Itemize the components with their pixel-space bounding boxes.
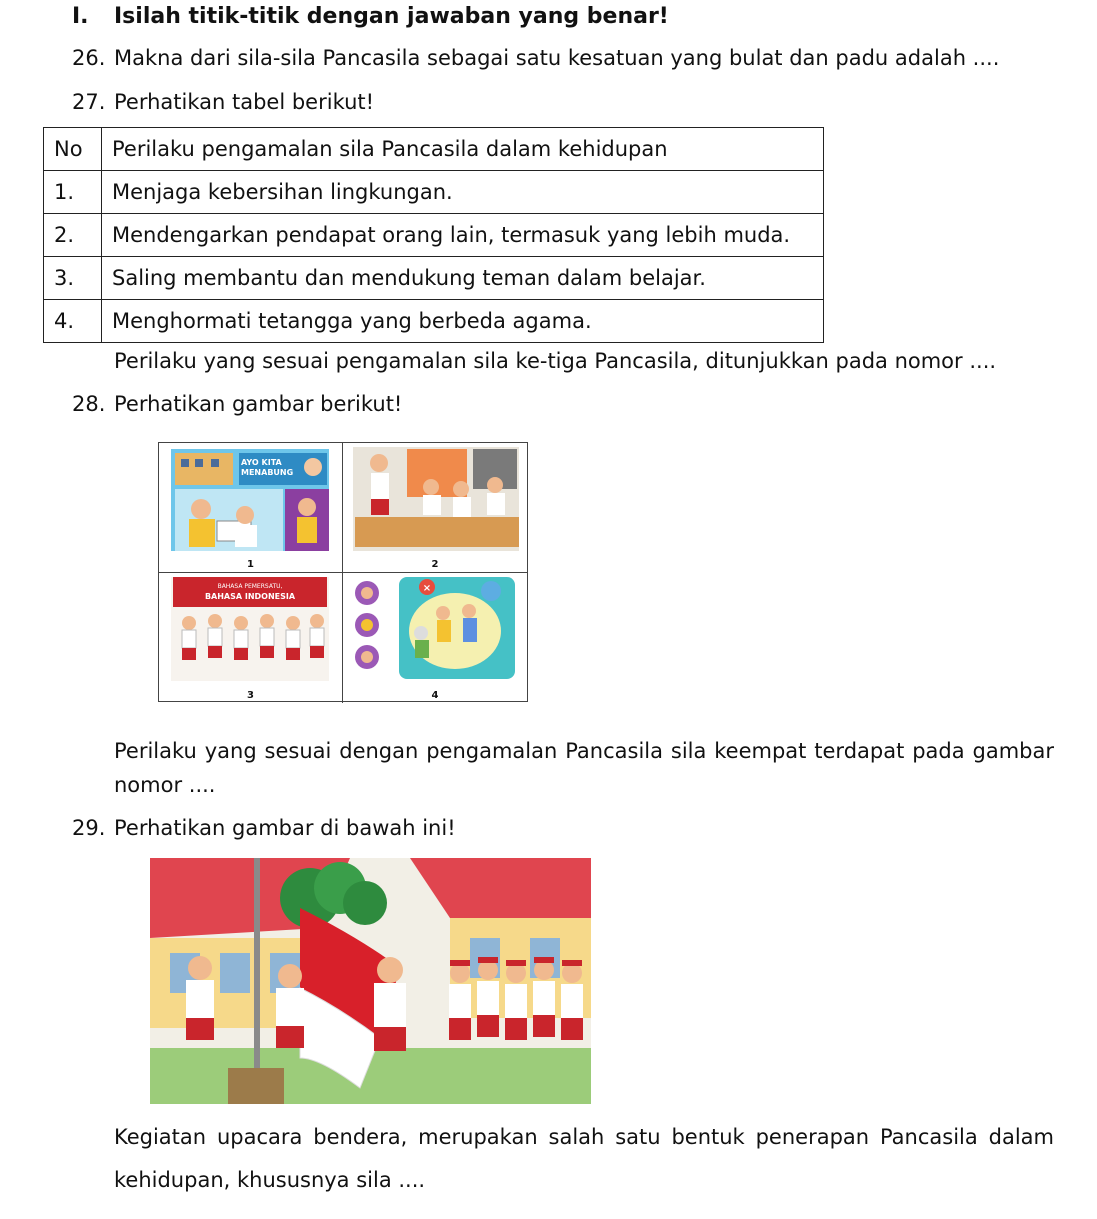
- picture-caption: 3: [247, 690, 254, 701]
- question-28-text-line1: Perilaku yang sesuai dengan pengamalan Pancasila sila keempat terdapat pada gambar: [114, 739, 1054, 763]
- table-cell: 2.: [44, 214, 102, 257]
- banner-text-1b: MENABUNG: [241, 468, 294, 477]
- table-row: [44, 214, 824, 257]
- table-header-row: [44, 128, 824, 171]
- question-29-prompt: [72, 816, 456, 840]
- table-cell: Menjaga kebersihan lingkungan.: [102, 171, 824, 214]
- table-header-cell: No: [44, 128, 102, 171]
- picture-1: [159, 443, 343, 573]
- behavior-table: [43, 127, 824, 343]
- table-row: [44, 257, 824, 300]
- question-29-text-line1: Kegiatan upacara bendera, merupakan salah satu bentuk penerapan Pancasila dalam: [114, 1125, 1054, 1149]
- question-28-text-line2: nomor ....: [114, 773, 216, 797]
- table-cell: 1.: [44, 171, 102, 214]
- section-number: I.: [72, 4, 89, 29]
- picture-3: [159, 573, 343, 703]
- table-cell: Saling membantu dan mendukung teman dalam belajar.: [102, 257, 824, 300]
- cross-mark: ×: [422, 583, 432, 594]
- question-number: 26.: [72, 46, 106, 70]
- question-28-prompt: [72, 392, 402, 416]
- picture-caption: 4: [431, 690, 439, 701]
- question-text: Perhatikan gambar berikut!: [114, 392, 403, 416]
- saving-illustration: [159, 443, 343, 561]
- table-cell: Mendengarkan pendapat orang lain, termasuk yang lebih muda.: [102, 214, 824, 257]
- table-cell: 3.: [44, 257, 102, 300]
- table-row: [44, 300, 824, 343]
- question-number: 29.: [72, 816, 106, 840]
- picture-2: [343, 443, 527, 573]
- picture-caption: 2: [431, 559, 439, 570]
- behavior-illustration: [343, 573, 527, 691]
- table-cell: Menghormati tetangga yang berbeda agama.: [102, 300, 824, 343]
- question-29-text-line2: kehidupan, khususnya sila ....: [114, 1168, 426, 1192]
- question-number: 27.: [72, 90, 106, 114]
- table-cell: 4.: [44, 300, 102, 343]
- section-title: [72, 4, 669, 29]
- picture-caption: 1: [247, 559, 254, 570]
- language-illustration: [159, 573, 343, 691]
- table-header-cell: Perilaku pengamalan sila Pancasila dalam kehidupan: [102, 128, 824, 171]
- picture-grid: [158, 442, 528, 702]
- question-text: Makna dari sila-sila Pancasila sebagai satu kesatuan yang bulat dan padu adalah ....: [114, 46, 1000, 70]
- banner-text-1a: AYO KITA: [241, 458, 282, 467]
- flag-ceremony-illustration: [150, 858, 591, 1104]
- banner-text-3a: BAHASA PEMERSATU,: [217, 583, 283, 590]
- question-26: [72, 46, 999, 70]
- studying-illustration: [343, 443, 527, 561]
- banner-text-3b: BAHASA INDONESIA: [204, 592, 296, 601]
- question-27-text: Perilaku yang sesuai pengamalan sila ke-tiga Pancasila, ditunjukkan pada nomor ....: [114, 349, 997, 373]
- question-number: 28.: [72, 392, 106, 416]
- table-row: [44, 171, 824, 214]
- question-text: Perhatikan tabel berikut!: [114, 90, 375, 114]
- section-instruction: Isilah titik-titik dengan jawaban yang benar!: [114, 4, 669, 29]
- question-27-prompt: [72, 90, 374, 114]
- question-text: Perhatikan gambar di bawah ini!: [114, 816, 456, 840]
- picture-4: [343, 573, 527, 703]
